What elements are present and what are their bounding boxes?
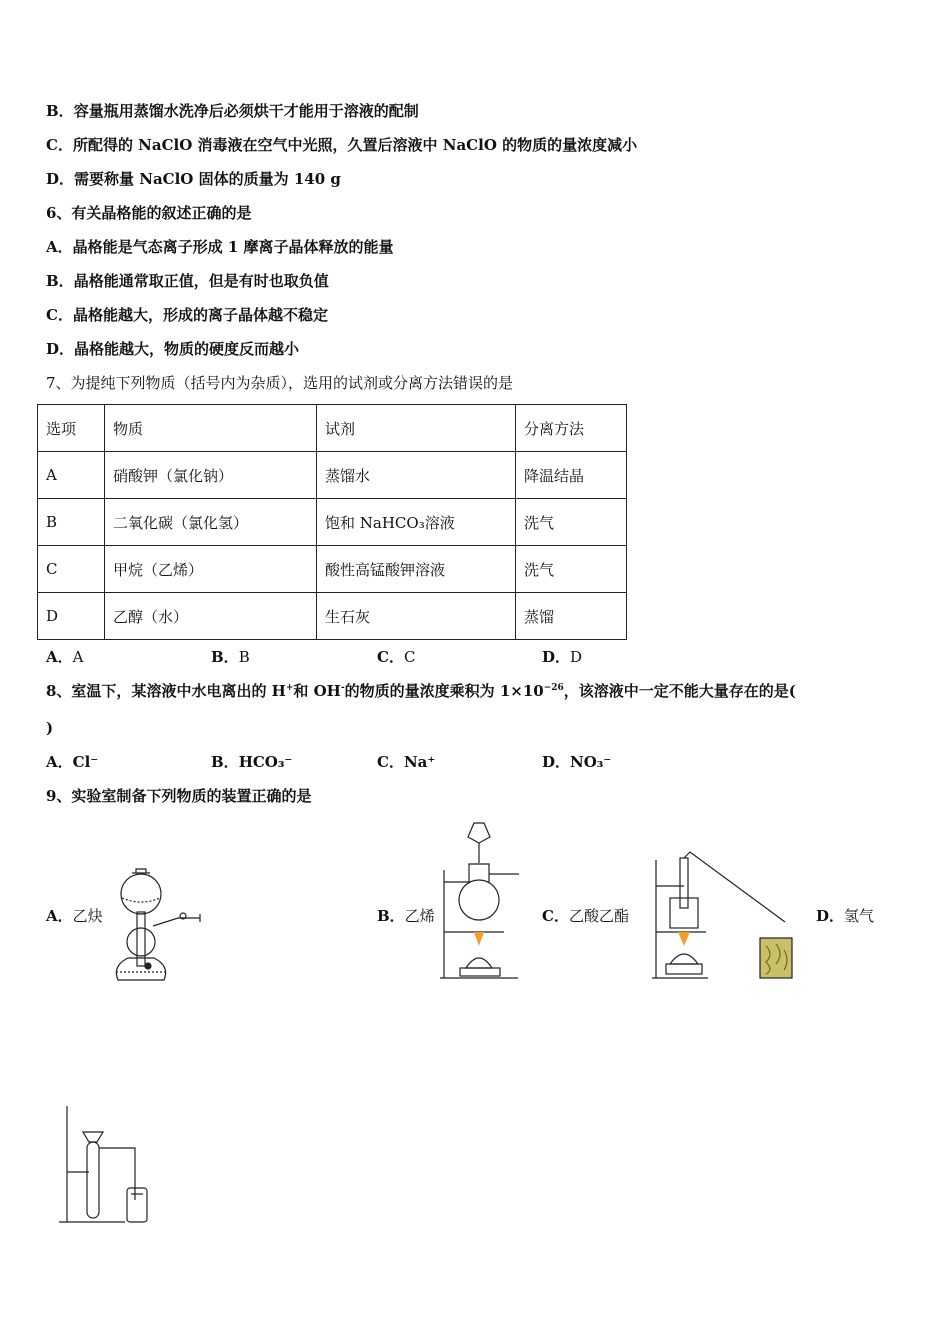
table-header: 选项 xyxy=(38,405,105,452)
q8-stem: 8、室温下，某溶液中水电离出的 H+和 OH-的物质的量浓度乘积为 $1\times 10^{-26}$，该溶液中一定不能大量存在的是( xyxy=(46,682,796,700)
table-cell: B xyxy=(38,499,105,546)
table-header-row xyxy=(38,405,627,452)
q9-option-b: B．乙烯 xyxy=(377,907,435,925)
q6-option-a: A．晶格能是气态离子形成 1 摩离子晶体释放的能量 xyxy=(46,238,394,256)
apparatus-d-hydrogen-figure xyxy=(55,1102,160,1227)
q9-stem: 9、实验室制备下列物质的装置正确的是 xyxy=(46,787,312,805)
q7-option-d: D．D xyxy=(542,648,583,666)
q6-option-c: C．晶格能越大，形成的离子晶体越不稳定 xyxy=(46,306,328,324)
q8-option-a: A．Cl⁻ xyxy=(46,753,99,771)
apparatus-a-kipp-figure xyxy=(108,868,213,986)
q5-option-d: D．需要称量 NaClO 固体的质量为 140 g xyxy=(46,170,341,188)
q8-option-c: C．Na⁺ xyxy=(377,753,436,771)
table-cell: D xyxy=(38,593,105,640)
table-cell: 酸性高锰酸钾溶液 xyxy=(317,546,516,593)
table-cell: 蒸馏水 xyxy=(317,452,516,499)
q8-option-b: B．HCO₃⁻ xyxy=(211,753,293,771)
q6-stem: 6、有关晶格能的叙述正确的是 xyxy=(46,204,252,222)
table-header: 物质 xyxy=(105,405,317,452)
q5-option-c: C．所配得的 NaClO 消毒液在空气中光照，久置后溶液中 NaClO 的物质的量浓度减小 xyxy=(46,136,638,154)
apparatus-b-flask-figure xyxy=(436,820,531,985)
q7-stem: 7、为提纯下列物质（括号内为杂质），选用的试剂或分离方法错误的是 xyxy=(46,374,514,392)
table-header: 试剂 xyxy=(317,405,516,452)
table-row xyxy=(38,546,627,593)
q8-option-d: D．NO₃⁻ xyxy=(542,753,612,771)
q9-option-c: C．乙酸乙酯 xyxy=(542,907,629,925)
table-header: 分离方法 xyxy=(516,405,627,452)
q6-option-d: D．晶格能越大，物质的硬度反而越小 xyxy=(46,340,300,358)
q9-option-a: A．乙炔 xyxy=(46,907,103,925)
table-cell: 蒸馏 xyxy=(516,593,627,640)
q9-option-d: D．氢气 xyxy=(816,907,875,925)
q5-option-b: B．容量瓶用蒸馏水洗净后必须烘干才能用于溶液的配制 xyxy=(46,102,419,120)
table-cell: A xyxy=(38,452,105,499)
q7-option-a: A．A xyxy=(46,648,84,666)
table-cell: 降温结晶 xyxy=(516,452,627,499)
table-row xyxy=(38,593,627,640)
table-cell: 硝酸钾（氯化钠） xyxy=(105,452,317,499)
apparatus-c-ester-figure xyxy=(648,850,798,982)
table-cell: 生石灰 xyxy=(317,593,516,640)
q7-option-c: C．C xyxy=(377,648,416,666)
q7-option-b: B．B xyxy=(211,648,250,666)
table-cell: 乙醇（水） xyxy=(105,593,317,640)
q7-table xyxy=(37,404,627,640)
table-cell: 甲烷（乙烯） xyxy=(105,546,317,593)
table-row xyxy=(38,452,627,499)
table-row xyxy=(38,499,627,546)
table-cell: C xyxy=(38,546,105,593)
q6-option-b: B．晶格能通常取正值，但是有时也取负值 xyxy=(46,272,329,290)
table-cell: 洗气 xyxy=(516,546,627,593)
table-cell: 洗气 xyxy=(516,499,627,546)
table-cell: 二氧化碳（氯化氢） xyxy=(105,499,317,546)
table-cell: 饱和 NaHCO₃溶液 xyxy=(317,499,516,546)
q8-stem-close: ) xyxy=(46,719,54,737)
